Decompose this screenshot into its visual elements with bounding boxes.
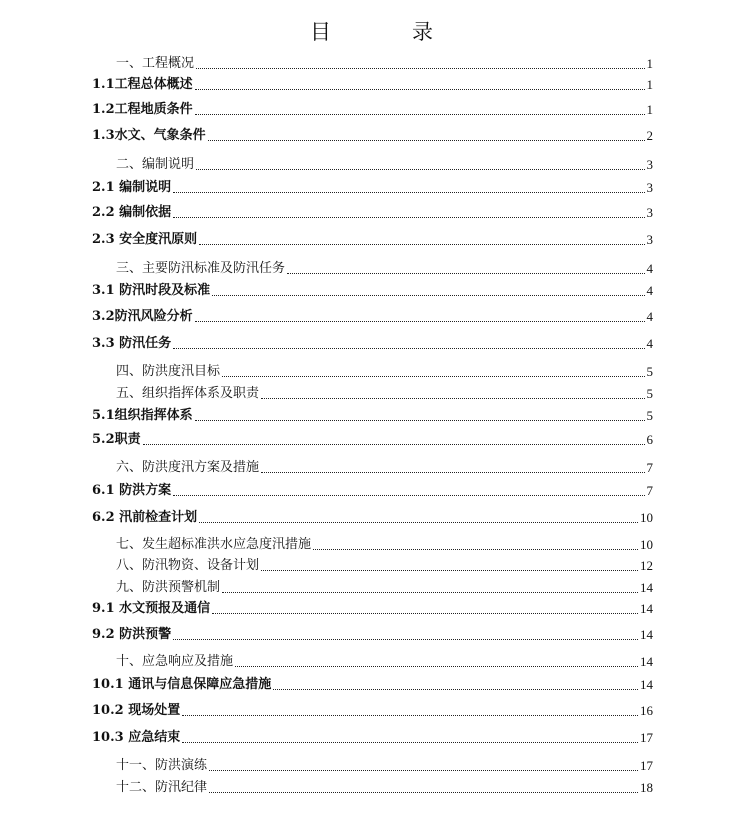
- dot-leader: [195, 88, 645, 90]
- toc-entry[interactable]: [92, 52, 653, 72]
- toc-entry-page-number: 5: [646, 386, 653, 401]
- dot-leader: [209, 791, 638, 793]
- dot-leader: [199, 243, 644, 245]
- toc-entry-label: 5.1组织指挥体系: [92, 408, 193, 423]
- dot-leader: [209, 769, 638, 771]
- toc-entry[interactable]: [92, 554, 653, 574]
- toc-entry[interactable]: [92, 73, 653, 93]
- dot-leader: [273, 688, 638, 690]
- toc-entry-label: 1.2工程地质条件: [92, 102, 193, 117]
- toc-entry[interactable]: [92, 257, 653, 277]
- toc-entry-page-number: 5: [646, 364, 653, 379]
- toc-entry-label: 3.1 防汛时段及标准: [92, 283, 211, 298]
- toc-entry-label: 6.1 防洪方案: [92, 483, 172, 498]
- toc-entry-label: 九、防洪预警机制: [116, 580, 221, 595]
- toc-entry[interactable]: [92, 479, 653, 499]
- toc-entry-page-number: 4: [646, 283, 653, 298]
- toc-entry-page-number: 7: [646, 483, 653, 498]
- toc-entry[interactable]: [92, 650, 653, 670]
- toc-entry-page-number: 1: [646, 102, 653, 117]
- toc-entry-page-number: 3: [646, 232, 653, 247]
- toc-entry[interactable]: [92, 360, 653, 380]
- toc-entry-page-number: 4: [646, 336, 653, 351]
- toc-entry-label: 2.2 编制依据: [92, 205, 172, 220]
- dot-leader: [222, 375, 644, 377]
- dot-leader: [182, 714, 638, 716]
- toc-entry-label: 三、主要防汛标准及防汛任务: [116, 261, 286, 276]
- toc-entry-page-number: 6: [646, 432, 653, 447]
- toc-entry-label: 3.3 防汛任务: [92, 336, 172, 351]
- toc-entry[interactable]: [92, 623, 653, 643]
- dot-leader: [173, 216, 644, 218]
- toc-entry[interactable]: [92, 428, 653, 448]
- toc-entry-label: 1.3水文、气象条件: [92, 128, 206, 143]
- toc-entry-label: 七、发生超标准洪水应急度汛措施: [116, 537, 312, 552]
- toc-entry-page-number: 3: [646, 205, 653, 220]
- dot-leader: [196, 168, 644, 170]
- dot-leader: [261, 397, 644, 399]
- toc-entry-page-number: 14: [640, 601, 653, 616]
- toc-entry[interactable]: [92, 124, 653, 144]
- toc-entry[interactable]: [92, 506, 653, 526]
- toc-entry[interactable]: [92, 382, 653, 402]
- dot-leader: [313, 548, 638, 550]
- page-title: 目 录: [310, 20, 463, 44]
- toc-entry-label: 一、工程概况: [116, 56, 195, 71]
- toc-entry[interactable]: [92, 332, 653, 352]
- toc-entry-page-number: 1: [646, 77, 653, 92]
- toc-entry-label: 十一、防洪演练: [116, 758, 208, 773]
- toc-entry-page-number: 10: [640, 537, 653, 552]
- toc-entry-page-number: 16: [640, 703, 653, 718]
- toc-entry-page-number: 3: [646, 180, 653, 195]
- toc-entry-label: 五、组织指挥体系及职责: [116, 386, 260, 401]
- toc-entry-page-number: 2: [646, 128, 653, 143]
- toc-entry[interactable]: [92, 699, 653, 719]
- toc-entry[interactable]: [92, 98, 653, 118]
- toc-entry-label: 四、防洪度汛目标: [116, 364, 221, 379]
- toc-entry-label: 5.2职责: [92, 432, 141, 447]
- dot-leader: [261, 471, 644, 473]
- toc-entry-page-number: 17: [640, 758, 653, 773]
- toc-entry-label: 六、防洪度汛方案及措施: [116, 460, 260, 475]
- toc-entry-page-number: 10: [640, 510, 653, 525]
- toc-entry[interactable]: [92, 533, 653, 553]
- toc-entry-page-number: 14: [640, 654, 653, 669]
- toc-entry[interactable]: [92, 597, 653, 617]
- toc-entry[interactable]: [92, 776, 653, 796]
- toc-entry-page-number: 17: [640, 730, 653, 745]
- toc-entry[interactable]: [92, 576, 653, 596]
- toc-entry-label: 1.1工程总体概述: [92, 77, 193, 92]
- toc-entry-label: 9.2 防洪预警: [92, 627, 172, 642]
- toc-entry[interactable]: [92, 153, 653, 173]
- toc-entry-label: 十二、防汛纪律: [116, 780, 208, 795]
- dot-leader: [173, 347, 644, 349]
- toc-entry[interactable]: [92, 228, 653, 248]
- toc-entry-label: 6.2 汛前检查计划: [92, 510, 198, 525]
- toc-entry-page-number: 14: [640, 627, 653, 642]
- toc-entry-page-number: 14: [640, 677, 653, 692]
- toc-entry-label: 2.3 安全度汛原则: [92, 232, 198, 247]
- toc-entry-label: 2.1 编制说明: [92, 180, 172, 195]
- dot-leader: [195, 320, 645, 322]
- toc-entry-label: 二、编制说明: [116, 157, 195, 172]
- dot-leader: [235, 665, 638, 667]
- toc-entry-page-number: 14: [640, 580, 653, 595]
- toc-entry[interactable]: [92, 456, 653, 476]
- dot-leader: [173, 191, 644, 193]
- dot-leader: [143, 443, 645, 445]
- toc-entry[interactable]: [92, 176, 653, 196]
- toc-entry[interactable]: [92, 404, 653, 424]
- toc-entry-label: 3.2防汛风险分析: [92, 309, 193, 324]
- toc-entry-page-number: 4: [646, 309, 653, 324]
- dot-leader: [173, 494, 644, 496]
- dot-leader: [222, 591, 638, 593]
- toc-entry-page-number: 18: [640, 780, 653, 795]
- dot-leader: [212, 294, 644, 296]
- dot-leader: [182, 741, 638, 743]
- dot-leader: [287, 272, 644, 274]
- toc-entry-page-number: 7: [646, 460, 653, 475]
- toc-entry-label: 八、防汛物资、设备计划: [116, 558, 260, 573]
- toc-entry[interactable]: [92, 726, 653, 746]
- toc-entry-page-number: 3: [646, 157, 653, 172]
- toc-entry-page-number: 1: [646, 56, 653, 71]
- toc-entry-label: 10.1 通讯与信息保障应急措施: [92, 677, 272, 692]
- dot-leader: [208, 139, 645, 141]
- dot-leader: [212, 612, 638, 614]
- toc-entry-label: 9.1 水文预报及通信: [92, 601, 211, 616]
- dot-leader: [261, 569, 638, 571]
- toc-entry-page-number: 4: [646, 261, 653, 276]
- dot-leader: [195, 113, 645, 115]
- dot-leader: [199, 521, 638, 523]
- toc-entry-page-number: 5: [646, 408, 653, 423]
- toc-entry-label: 10.3 应急结束: [92, 730, 181, 745]
- toc-entry[interactable]: [92, 279, 653, 299]
- dot-leader: [196, 67, 644, 69]
- dot-leader: [173, 638, 638, 640]
- toc-entry[interactable]: [92, 754, 653, 774]
- toc-entry-label: 10.2 现场处置: [92, 703, 181, 718]
- toc-entry[interactable]: [92, 305, 653, 325]
- toc-entry[interactable]: [92, 201, 653, 221]
- toc-entry[interactable]: [92, 673, 653, 693]
- toc-entry-page-number: 12: [640, 558, 653, 573]
- toc-entry-label: 十、应急响应及措施: [116, 654, 234, 669]
- dot-leader: [195, 419, 645, 421]
